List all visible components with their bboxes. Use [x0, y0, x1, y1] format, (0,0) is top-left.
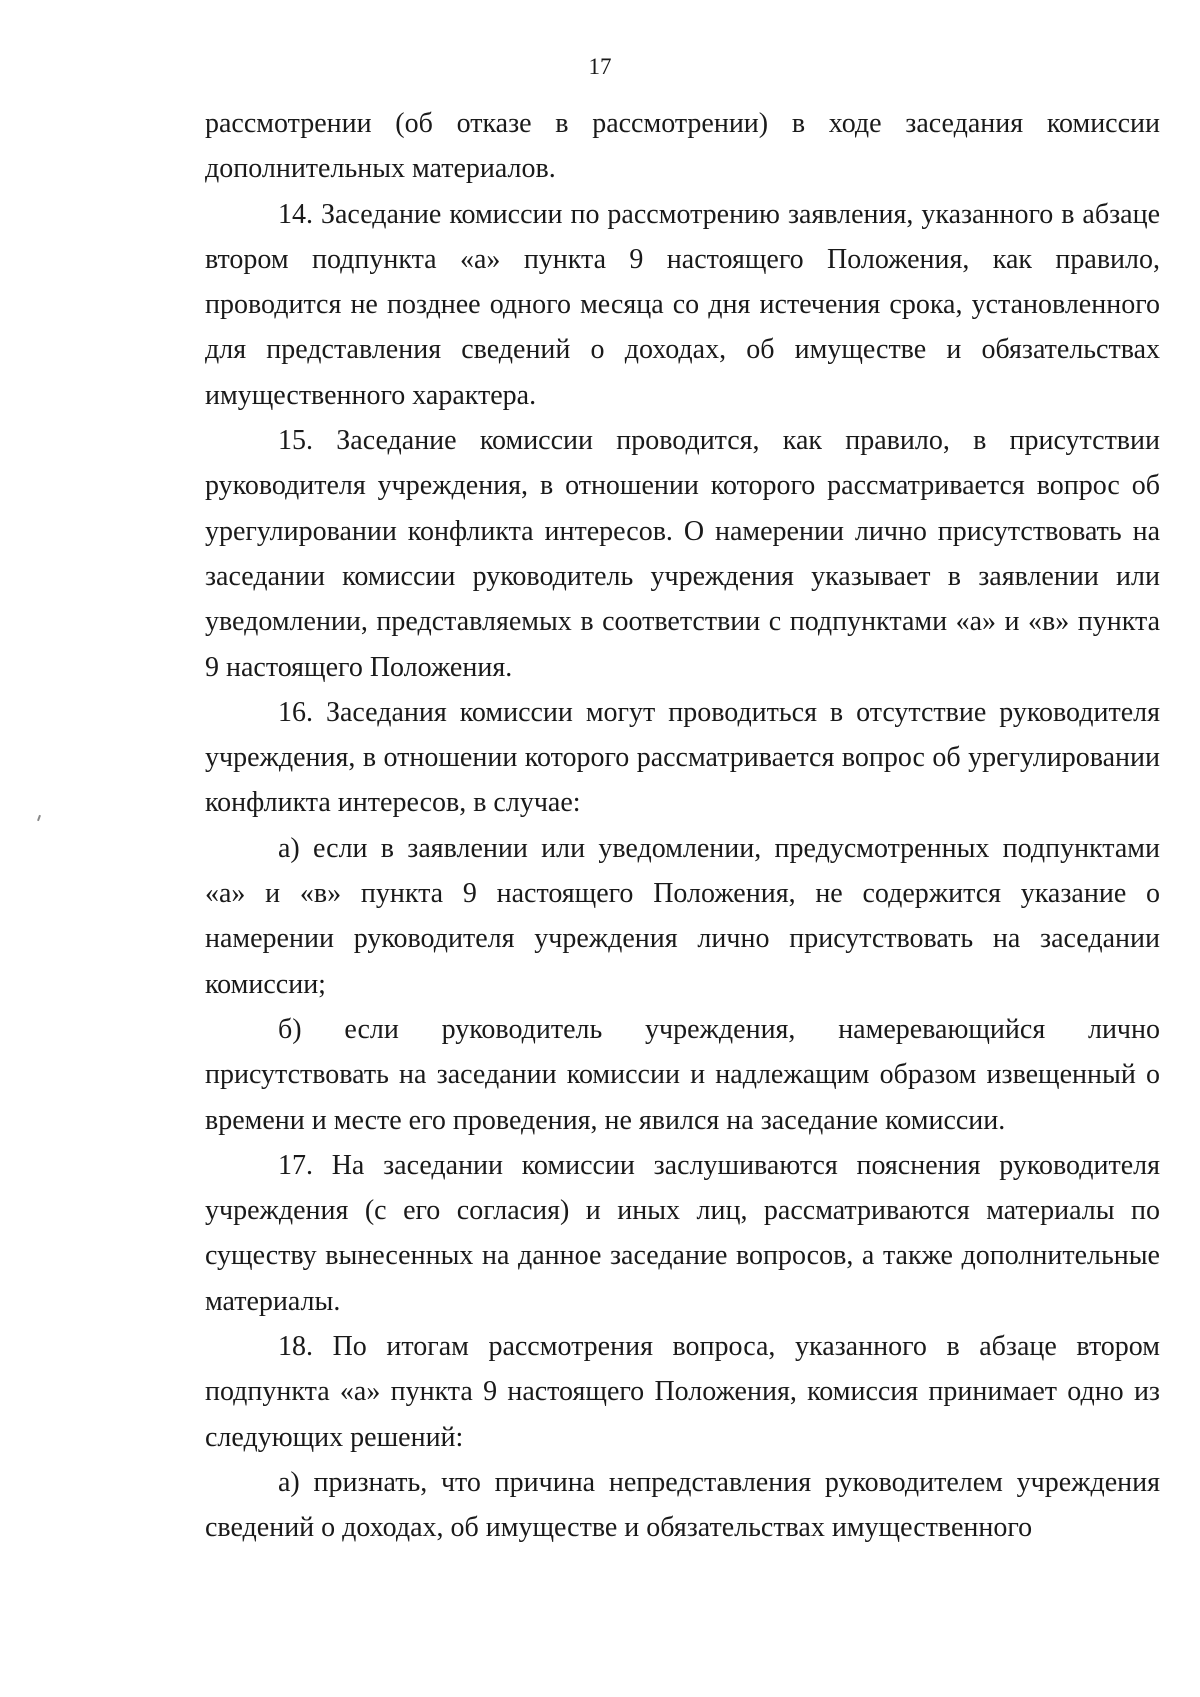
paragraph-item-17: 17. На заседании комиссии заслушиваются пояснения руководителя учреждения (с его согласия) и иных лиц, рассматриваются материалы по существу вынесенных на данное заседание вопросов, а также дополнительные материалы. [205, 1149, 1160, 1317]
paragraph-item-14: 14. Заседание комиссии по рассмотрению заявления, указанного в абзаце втором подпункта «а» пункта 9 настоящего Положения, как правило, проводится не позднее одного месяца со дня истечения срока, установленного для представления сведений о доходах, об имуществе и обязательствах имущественного характера. [205, 198, 1160, 411]
paragraph-item-18: 18. По итогам рассмотрения вопроса, указанного в абзаце втором подпункта «а» пункта 9 настоящего Положения, комиссия принимает одно из следующих решений: [205, 1331, 1160, 1453]
paragraph-item-15: 15. Заседание комиссии проводится, как правило, в присутствии руководителя учреждения, в отношении которого рассматривается вопрос об урегулировании конфликта интересов. О намерении лично присутствовать на заседании комиссии руководитель учреждения указывает в заявлении или уведомлении, представляемых в соответствии с подпунктами «а» и «в» пункта 9 настоящего Положения. [205, 425, 1160, 683]
document-body [205, 101, 1160, 1551]
scan-speck [37, 815, 41, 821]
paragraph-item-16: 16. Заседания комиссии могут проводиться в отсутствие руководителя учреждения, в отношении которого рассматривается вопрос об урегулировании конфликта интересов, в случае: [205, 696, 1160, 819]
paragraph-continuation: рассмотрении (об отказе в рассмотрении) в ходе заседания комиссии дополнительных материалов. [205, 108, 1160, 185]
paragraph-item-18-a: а) признать, что причина непредставления руководителем учреждения сведений о доходах, об имуществе и обязательствах имущественного [205, 1466, 1160, 1544]
page-number: 17 [588, 54, 612, 79]
paragraph-item-16-a: а) если в заявлении или уведомлении, предусмотренных подпунктами «а» и «в» пункта 9 настоящего Положения, не содержится указание о намерении руководителя учреждения лично присутствовать на заседании комиссии; [205, 832, 1160, 1000]
paragraph-item-16-b: б) если руководитель учреждения, намеревающийся лично присутствовать на заседании комиссии и надлежащим образом извещенный о времени и месте его проведения, не явился на заседание комиссии. [205, 1013, 1160, 1136]
